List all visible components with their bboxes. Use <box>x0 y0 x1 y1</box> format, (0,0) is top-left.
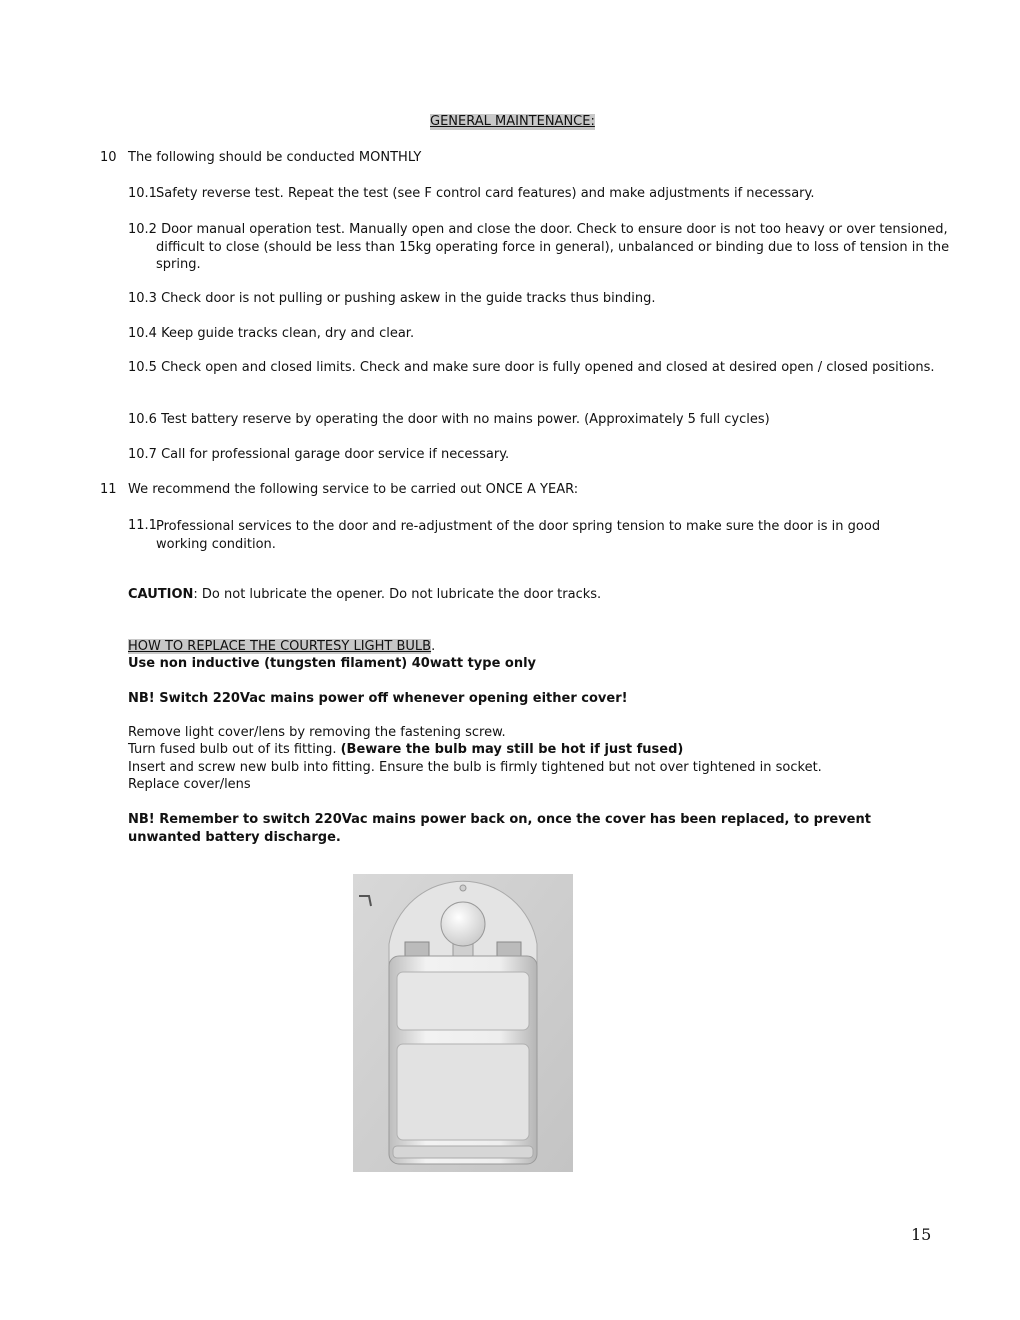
item-number: 10.5 <box>128 360 157 375</box>
power-warning: NB! Switch 220Vac mains power off whenever opening either cover! <box>128 691 628 706</box>
item-text: Keep guide tracks clean, dry and clear. <box>161 326 415 341</box>
item-number: 11.1 <box>128 518 157 533</box>
item-text: Door manual operation test. Manually open and close the door. Check to ensure door is not too heavy or over tensioned, difficult to close (should be less than 15kg operating force in general), unbalanced or binding due to loss of tension in the spring. <box>156 222 950 272</box>
item-text: Test battery reserve by operating the door with no mains power. (Approximately 5 full cycles) <box>161 412 770 427</box>
bulb-heading-line <box>128 639 435 654</box>
step-4: Replace cover/lens <box>128 777 251 792</box>
light-cover-image <box>353 874 573 1172</box>
item-text: Call for professional garage door service if necessary. <box>161 447 510 462</box>
section-number: 11 <box>100 482 117 497</box>
page-number: 15 <box>911 1225 932 1244</box>
item-number: 10.1 <box>128 186 157 201</box>
list-item <box>128 290 928 308</box>
bulb-heading-suffix: . <box>431 639 436 654</box>
step-2-warning: (Beware the bulb may still be hot if just fused) <box>340 742 684 757</box>
step-3: Insert and screw new bulb into fitting. Ensure the bulb is firmly tightened but not over tightened in socket. <box>128 760 822 775</box>
list-item <box>128 359 956 377</box>
item-text: Check door is not pulling or pushing askew in the guide tracks thus binding. <box>161 291 656 306</box>
list-item <box>128 325 928 343</box>
page-heading: GENERAL MAINTENANCE: <box>430 114 595 129</box>
step-2 <box>128 742 683 757</box>
list-item <box>128 221 956 274</box>
section-title: The following should be conducted MONTHLY <box>128 150 422 165</box>
bulb-heading: HOW TO REPLACE THE COURTESY LIGHT BULB <box>128 639 432 654</box>
caution-label: CAUTION <box>128 587 194 602</box>
item-number: 10.4 <box>128 326 157 341</box>
item-text: Check open and closed limits. Check and make sure door is fully opened and closed at desired open / closed positions. <box>161 360 935 375</box>
item-text: Professional services to the door and re-adjustment of the door spring tension to make sure the door is in good working condition. <box>156 519 881 552</box>
caution-note <box>128 587 601 602</box>
section-title: We recommend the following service to be carried out ONCE A YEAR: <box>128 482 579 497</box>
caution-text: : Do not lubricate the opener. Do not lubricate the door tracks. <box>193 587 602 602</box>
item-text: Safety reverse test. Repeat the test (see F control card features) and make adjustments if necessary. <box>156 186 815 201</box>
step-1: Remove light cover/lens by removing the fastening screw. <box>128 725 506 740</box>
reminder-note: NB! Remember to switch 220Vac mains power back on, once the cover has been replaced, to prevent unwanted battery discharge. <box>128 812 871 845</box>
item-number: 10.6 <box>128 412 157 427</box>
section-number: 10 <box>100 150 117 165</box>
list-item <box>128 446 928 464</box>
list-item <box>128 411 928 429</box>
step-2-text: Turn fused bulb out of its fitting. <box>128 742 341 757</box>
item-number: 10.3 <box>128 291 157 306</box>
item-number: 10.7 <box>128 447 157 462</box>
bulb-type-note: Use non inductive (tungsten filament) 40watt type only <box>128 656 537 671</box>
item-number: 10.2 <box>128 222 157 237</box>
